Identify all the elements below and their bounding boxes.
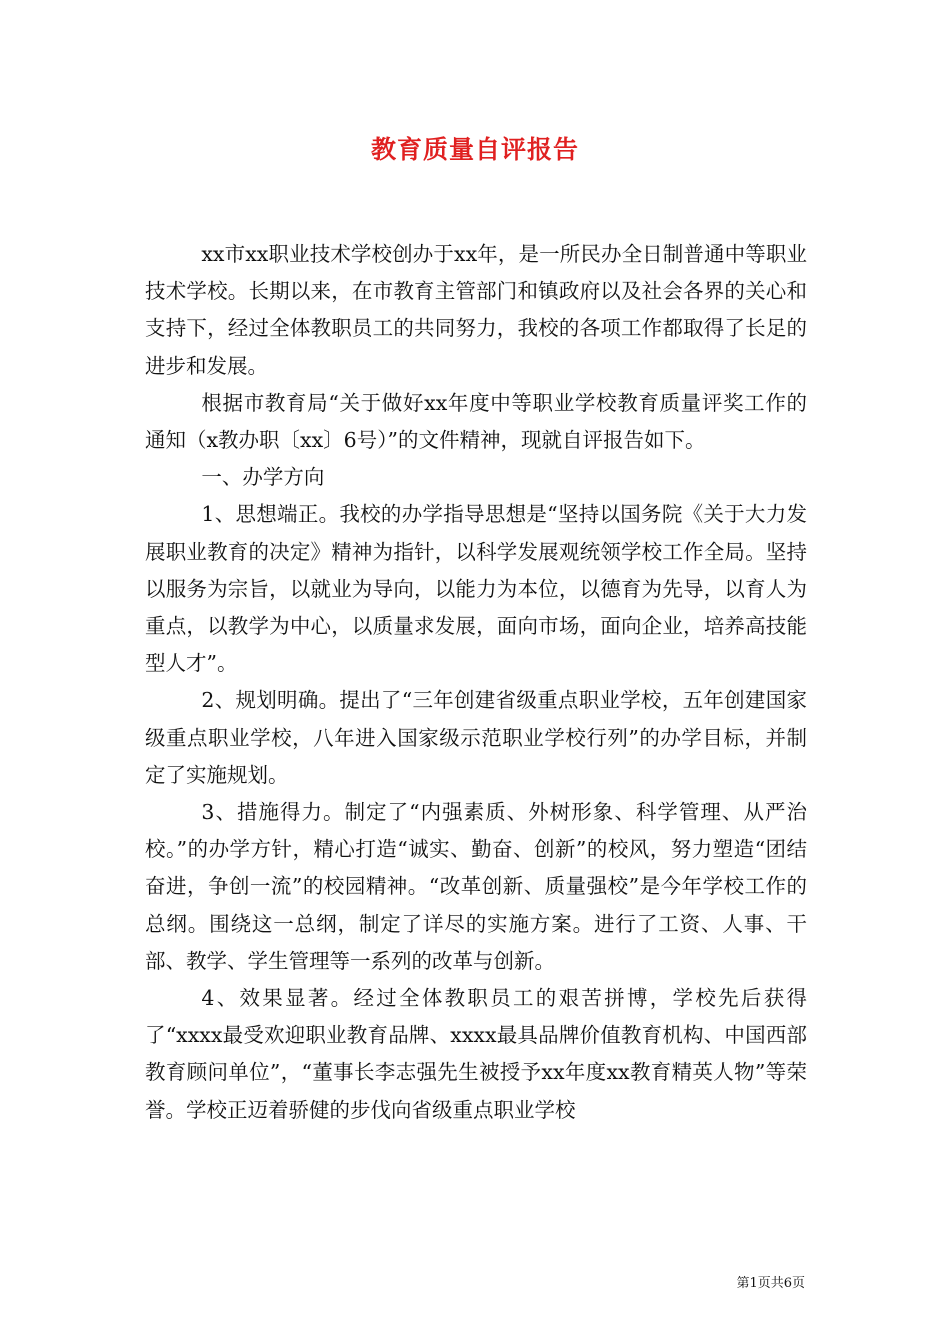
- paragraph-notice: 根据市教育局“关于做好xx年度中等职业学校教育质量评奖工作的通知（x教办职〔xx〕6号）”的文件精神，现就自评报告如下。: [145, 390, 807, 453]
- paragraph-item-1: 1、思想端正。我校的办学指导思想是“坚持以国务院《关于大力发展职业教育的决定》精神为指针，以科学发展观统领学校工作全局。坚持以服务为宗旨，以就业为导向，以能力为本位，以德育为先导，以育人为重点，以教学为中心，以质量求发展，面向市场，面向企业，培养高技能型人才”。: [145, 502, 807, 676]
- paragraph-item-4: 4、效果显著。经过全体教职员工的艰苦拼博，学校先后获得了“xxxx最受欢迎职业教育品牌、xxxx最具品牌价值教育机构、中国西部教育顾问单位”，“董事长李志强先生被授予xx年度xx教育精英人物”等荣誉。学校正迈着骄健的步伐向省级重点职业学校: [145, 986, 807, 1122]
- section-heading-direction: 一、办学方向: [201, 465, 325, 490]
- page-number-footer: 第1页共6页: [736, 1276, 805, 1291]
- document-body: [145, 236, 807, 1129]
- paragraph-intro: xx市xx职业技术学校创办于xx年，是一所民办全日制普通中等职业技术学校。长期以来，在市教育主管部门和镇政府以及社会各界的关心和支持下，经过全体教职员工的共同努力，我校的各项工作都取得了长足的进步和发展。: [145, 242, 807, 378]
- document-title: 教育质量自评报告: [370, 135, 579, 164]
- paragraph-item-2: 2、规划明确。提出了“三年创建省级重点职业学校，五年创建国家级重点职业学校，八年进入国家级示范职业学校行列”的办学目标，并制定了实施规划。: [145, 688, 807, 787]
- paragraph-item-3: 3、措施得力。制定了“内强素质、外树形象、科学管理、从严治校。”的办学方针，精心打造“诚实、勤奋、创新”的校风，努力塑造“团结奋进，争创一流”的校园精神。“改革创新、质量强校”是今年学校工作的总纲。围绕这一总纲，制定了详尽的实施方案。进行了工资、人事、干部、教学、学生管理等一系列的改革与创新。: [145, 800, 807, 973]
